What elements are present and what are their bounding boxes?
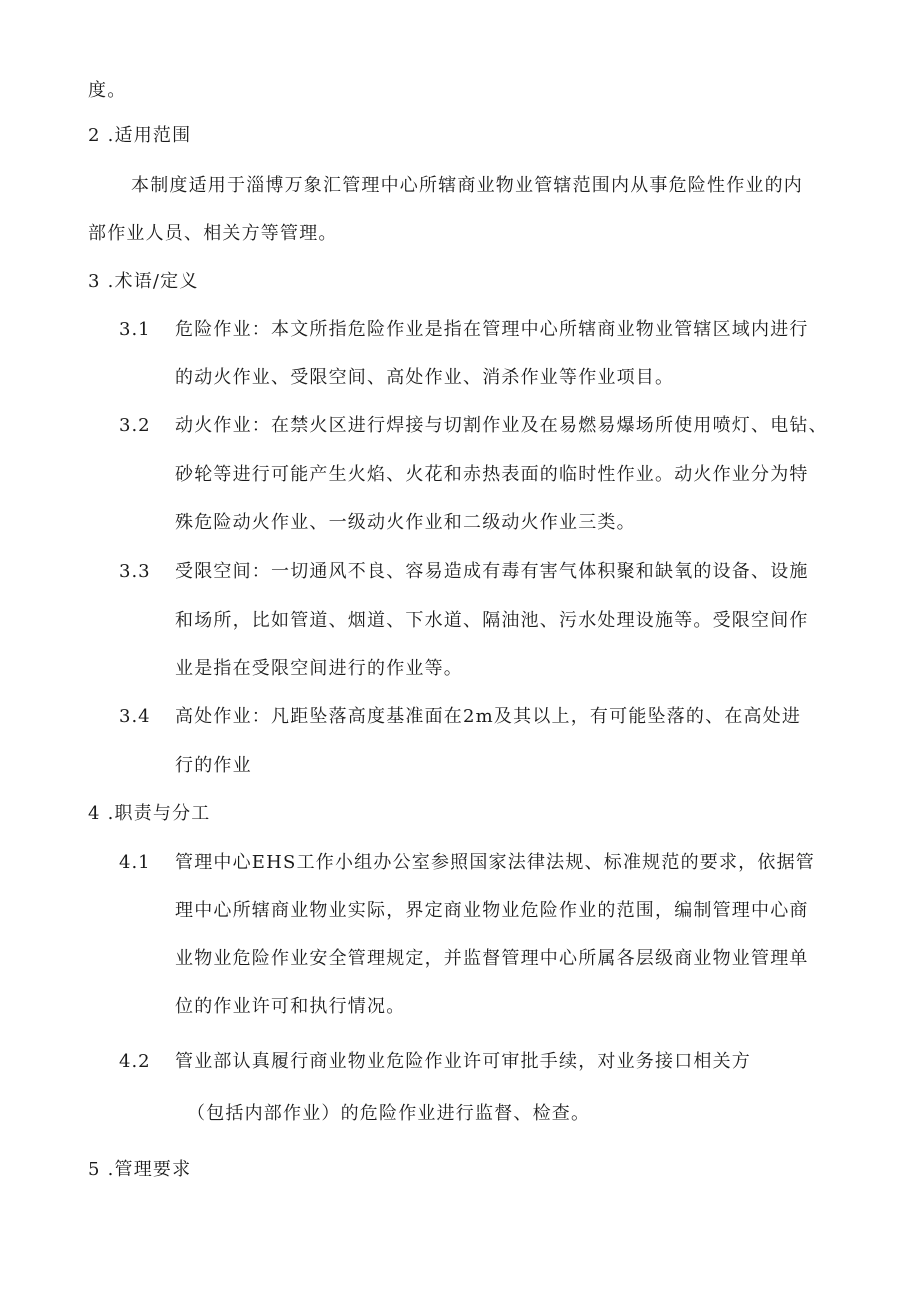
item-line: （包括内部作业）的危险作业进行监督、检查。: [187, 1103, 591, 1124]
item-line: 理中心所辖商业物业实际，界定商业物业危险作业的范围，编制管理中心商: [175, 900, 809, 921]
item-number: 3.4: [119, 706, 151, 727]
section-heading-management: 5 .管理要求: [88, 1159, 192, 1180]
item-line: 受限空间：一切通风不良、容易造成有毒有害气体积聚和缺氧的设备、设施: [175, 561, 809, 582]
item-line: 的动火作业、受限空间、高处作业、消杀作业等作业项目。: [175, 367, 675, 388]
item-line: 危险作业：本文所指危险作业是指在管理中心所辖商业物业管辖区域内进行: [175, 319, 809, 340]
item-line: 和场所，比如管道、烟道、下水道、隔油池、污水处理设施等。受限空间作: [175, 610, 809, 631]
item-line: 高处作业：凡距坠落高度基准面在2m及其以上，有可能坠落的、在高处进: [175, 706, 802, 727]
item-line: 业物业危险作业安全管理规定，并监督管理中心所属各层级商业物业管理单: [175, 948, 809, 969]
item-line: 行的作业: [175, 755, 252, 776]
section-heading-definitions: 3 .术语/定义: [88, 271, 199, 292]
item-number: 4.2: [119, 1051, 151, 1072]
item-number: 3.2: [119, 415, 151, 436]
item-line: 殊危险动火作业、一级动火作业和二级动火作业三类。: [175, 512, 636, 533]
item-number: 4.1: [119, 852, 151, 873]
item-line: 管理中心EHS工作小组办公室参照国家法律法规、标准规范的要求，依据管: [175, 852, 815, 873]
paragraph-line: 部作业人员、相关方等管理。: [88, 223, 338, 244]
item-line: 位的作业许可和执行情况。: [175, 996, 406, 1017]
item-number: 3.3: [119, 561, 151, 582]
item-line: 业是指在受限空间进行的作业等。: [175, 658, 463, 679]
item-line: 砂轮等进行可能产生火焰、火花和赤热表面的临时性作业。动火作业分为特: [175, 464, 809, 485]
item-line: 管业部认真履行商业物业危险作业许可审批手续，对业务接口相关方: [175, 1051, 751, 1072]
paragraph-line: 本制度适用于淄博万象汇管理中心所辖商业物业管辖范围内从事危险性作业的内: [131, 175, 803, 196]
section-heading-responsibilities: 4 .职责与分工: [88, 803, 211, 824]
item-number: 3.1: [119, 319, 151, 340]
item-line: 动火作业：在禁火区进行焊接与切割作业及在易燃易爆场所使用喷灯、电钻、: [175, 415, 828, 436]
continuation-text: 度。: [88, 80, 127, 101]
section-heading-scope: 2 .适用范围: [88, 125, 192, 146]
